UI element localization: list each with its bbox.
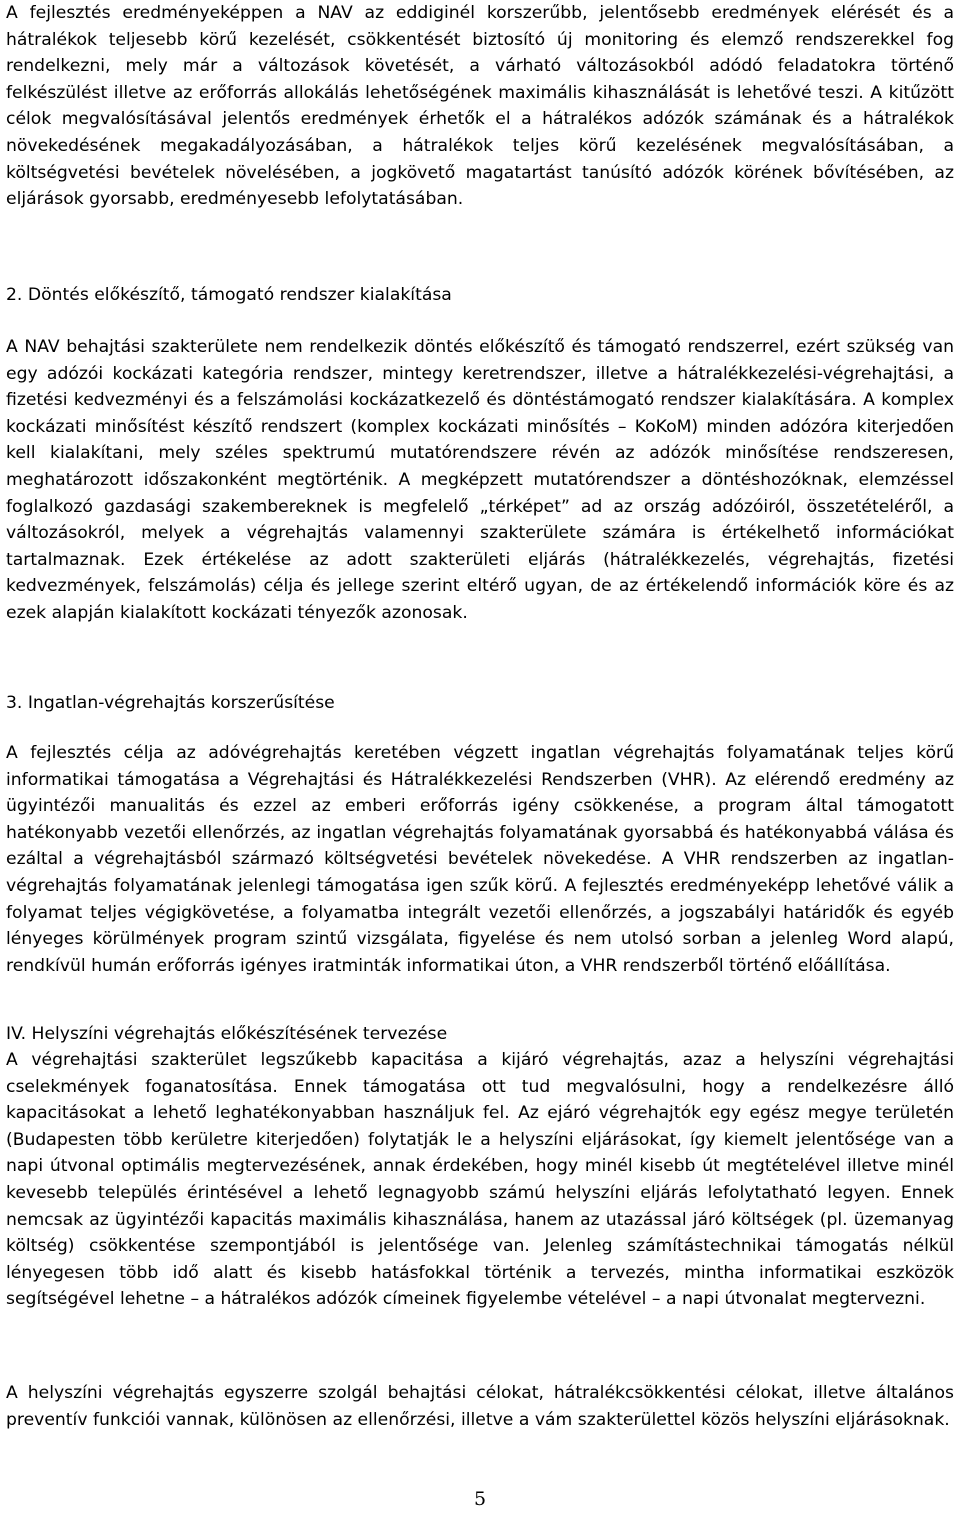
section-2-paragraph: A NAV behajtási szakterülete nem rendelkezik döntés előkészítő és támogató rendszerrel, ezért szükség van egy adózói kockázati kategória rendszer, mintegy keretrendszer, illetve a hátralékkezelési-végrehajtási, a fizetési kedvezményi és a felszámolási kockázatkezelő és döntéstámogató rendszer kialakítására. A komplex kockázati minősítést készítő rendszert (komplex kockázati minősítés – KoKoM) minden adózóra kiterjedően kell kialakítani, mely széles spektrumú mutatórendszere révén az adózók minősítése rendszeresen, meghatározott időszakonként megtörténik. A megképzett mutatórendszer a döntéshozóknak, elemzéssel foglalkozó gazdasági szakembereknek is megfelelő „térképet” ad az ország adózóiról, összetételéről, a változásokról, melyek a végrehajtás valamennyi szakterülete számára is értékelhető információkat tartalmaznak. Ezek értékelése az adott szakterületi eljárás (hátralékkezelés, végrehajtás, fizetési kedvezmények, felszámolás) célja és jellege szerint eltérő ugyan, de az értékelendő információk köre és az ezek alapján kialakított kockázati tényezők azonosak. [6, 337, 954, 623]
page-number: 5 [473, 1488, 487, 1510]
section-3-paragraph: A fejlesztés célja az adóvégrehajtás keretében végzett ingatlan végrehajtás folyamatának teljes körű informatikai támogatása a Végrehajtási és Hátralékkezelési Rendszerben (VHR). Az elérendő eredmény az ügyintézői manualitás és ezzel az emberi erőforrás igény csökkenése, a program által támogatott hatékonyabb vezetői ellenőrzés, az ingatlan végrehajtás folyamatának gyorsabbá és hatékonyabbá válása és ezáltal a végrehajtásból származó költségvetési bevételek növekedése. A VHR rendszerben az ingatlan-végrehajtás folyamatának jelenlegi támogatása igen szűk körű. A fejlesztés eredményeképp lehetővé válik a folyamat teljes végigkövetése, a folyamatba integrált vezetői ellenőrzés, a jogszabályi határidők és egyéb lényeges körülmények program szintű vizsgálata, figyelése és nem utolsó sorban a jelenleg Word alapú, rendkívül humán erőforrás igényes iratminták informatikai úton, a VHR rendszerből történő előállítása. [6, 743, 954, 976]
intro-paragraph: A fejlesztés eredményeképpen a NAV az eddiginél korszerűbb, jelentősebb eredmények elérését és a hátralékok teljesebb körű kezelését, csökkentését biztosító új monitoring és elemző rendszerekkel fog rendelkezni, mely már a változások követését, a várható változásokból adódó feladatokra történő felkészülést illetve az erőforrás allokálás lehetőségének maximális kihasználását is lehetővé teszi. A kitűzött célok megvalósításával jelentős eredmények érhetők el a hátralékos adózók számának és a hátralékok növekedésének megakadályozásában, a hátralékok teljes körű kezelésének megvalósításában, a költségvetési bevételek növelésében, a jogkövető magatartást tanúsító adózók körének bővítésében, az eljárások gyorsabb, eredményesebb lefolytatásában. [6, 3, 954, 210]
section-iv-heading: IV. Helyszíni végrehajtás előkészítésének tervezése [6, 1024, 448, 1044]
section-3-heading: 3. Ingatlan-végrehajtás korszerűsítése [6, 693, 335, 713]
section-2-heading: 2. Döntés előkészítő, támogató rendszer kialakítása [6, 285, 452, 305]
section-iv-paragraph-1: A végrehajtási szakterület legszűkebb kapacitása a kijáró végrehajtás, azaz a helyszíni végrehajtási cselekmények foganatosítása. Ennek támogatása ott tud megvalósulni, hogy a rendelkezésre álló kapacitásokat a lehető leghatékonyabban használjuk fel. Az ejáró végrehajtók egy egész megye területén (Budapesten több kerületre kiterjedően) folytatják le a helyszíni eljárásokat, így kiemelt jelentősége van a napi útvonal optimális megtervezésének, annak érdekében, hogy minél kisebb út megtételével illetve minél kevesebb település érintésével a lehető legnagyobb számú helyszíni eljárás lefolytatható legyen. Ennek nemcsak az ügyintézői kapacitás maximális kihasználása, hanem az utazással járó költségek (pl. üzemanyag költség) csökkentése szempontjából is jelentősége van. Jelenleg számítástechnikai támogatás nélkül lényegesen több idő alatt és kisebb hatásfokkal történik a tervezés, mintha informatikai eszközök segítségével lehetne – a hátralékos adózók címeinek figyelembe vételével – a napi útvonalat megtervezni. [6, 1050, 954, 1310]
section-iv-paragraph-2: A helyszíni végrehajtás egyszerre szolgál behajtási célokat, hátralékcsökkentési célokat, illetve általános preventív funkciói vannak, különösen az ellenőrzési, illetve a vám szakterülettel közös helyszíni eljárásoknak. [6, 1383, 954, 1430]
